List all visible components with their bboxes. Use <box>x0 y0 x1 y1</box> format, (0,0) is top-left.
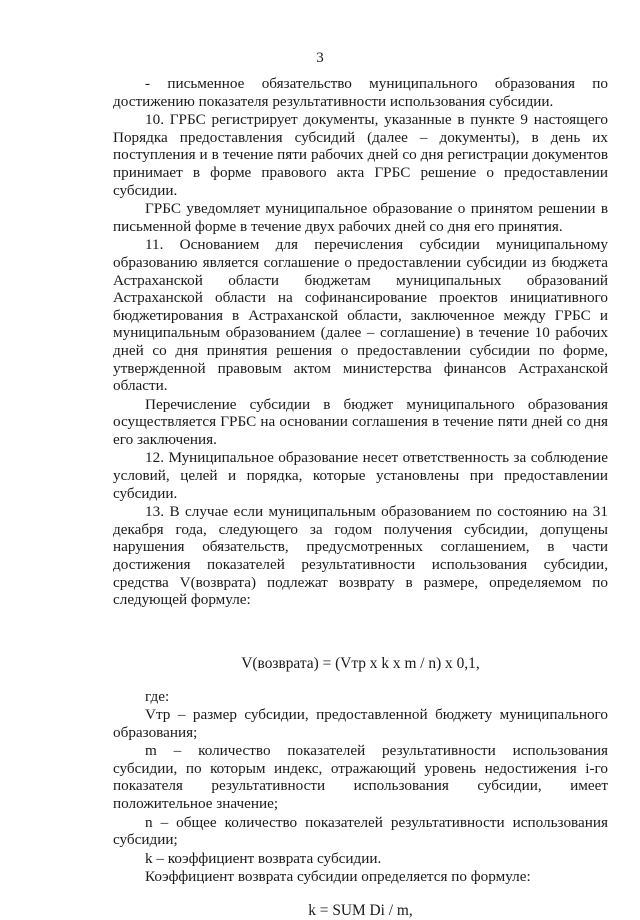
where-label: где: <box>145 688 170 706</box>
paragraph-item-11: 11. Основанием для перечисления субсидии муниципальному образованию является соглашение о предоставлении субсидии из бюджета Астраханской области бюджетам муниципальных образований Астраханской области на софинансирование проектов инициативного бюджетирования в Астраханской области, заключенное между ГРБС и муниципальным образованием (далее – соглашение) в течение 10 рабочих дней со дня принятия решения о предоставлении субсидии по форме, утвержденной правовым актом министерства финансов Астраханской области. <box>113 236 608 395</box>
definition-n: n – общее количество показателей результативности использования субсидии; <box>113 813 608 849</box>
paragraph-item-13: 13. В случае если муниципальным образованием по состоянию на 31 декабря года, следующего за годом получения субсидии, допущены нарушения обязательств, предусмотренных соглашением, в части достижения показателей результативности использования субсидии, средства V(возврата) подлежат возврату в размере, определяемом по следующей формуле: <box>113 503 608 609</box>
paragraph-item-12: 12. Муниципальное образование несет ответственность за соблюдение условий, целей и порядка, которые установлены при предоставлении субсидии. <box>113 449 608 502</box>
paragraph: - письменное обязательство муниципального образования по достижению показателя результативности использования субсидии. <box>113 75 608 110</box>
paragraph: Перечисление субсидии в бюджет муниципального образования осуществляется ГРБС на основании соглашения в течение пяти дней со дня его заключения. <box>113 395 608 448</box>
definition-m: m – количество показателей результативности использования субсидии, по которым индекс, отражающий уровень недостижения i-го показателя результативности использования субсидии, имеет положительное значение; <box>113 742 608 812</box>
page-number: 3 <box>316 50 324 66</box>
definition-k: k – коэффициент возврата субсидии. <box>145 849 382 867</box>
document-body <box>113 75 608 920</box>
definition-vtr: Vтр – размер субсидии, предоставленной бюджету муниципального образования; <box>113 706 608 741</box>
coefficient-intro: Коэффициент возврата субсидии определяется по формуле: <box>145 868 531 886</box>
coefficient-formula: k = SUM Di / m, <box>308 901 413 919</box>
paragraph: ГРБС уведомляет муниципальное образование о принятом решении в письменной форме в течение двух рабочих дней со дня его принятия. <box>113 200 608 235</box>
paragraph-item-10: 10. ГРБС регистрирует документы, указанные в пункте 9 настоящего Порядка предоставления субсидий (далее – документы), в день их поступления и в течение пяти рабочих дней со дня регистрации документов принимает в форме правового акта ГРБС решение о предоставлении субсидии. <box>113 111 608 199</box>
return-formula: V(возврата) = (Vтр x k x m / n) x 0,1, <box>241 654 480 672</box>
